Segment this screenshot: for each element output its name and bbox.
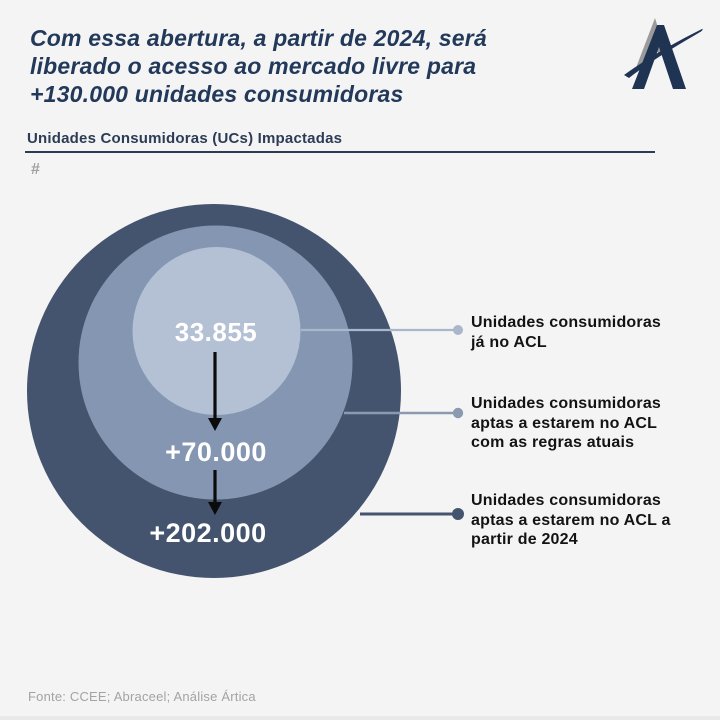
page-title-line: Com essa abertura, a partir de 2024, será <box>30 25 487 51</box>
annotation-line: Unidades consumidoras <box>471 314 662 331</box>
annotation-partir-2024 <box>471 491 716 550</box>
hash-symbol: # <box>31 161 40 178</box>
annotation-line: com as regras atuais <box>471 434 635 451</box>
annotation-line: Unidades consumidoras <box>471 395 662 412</box>
source-note: Fonte: CCEE; Abraceel; Análise Ártica <box>28 689 256 704</box>
section-heading: Unidades Consumidoras (UCs) Impactadas <box>27 130 343 147</box>
page-title-line: +130.000 unidades consumidoras <box>30 81 404 107</box>
annotation-line: já no ACL <box>471 333 547 351</box>
page-title-line: liberado o acesso ao mercado livre para <box>30 53 477 79</box>
ring-value-2024: +202.000 <box>149 518 267 548</box>
bottom-strip <box>0 716 720 720</box>
connector-dot-acl <box>453 325 463 335</box>
annotation-regras-atuais <box>471 394 716 453</box>
annotation-line: aptas a estarem no ACL a <box>471 511 671 529</box>
ring-value-regras-atuais: +70.000 <box>165 437 267 467</box>
annotation-line: aptas a estarem no ACL <box>471 414 658 432</box>
connector-dot-2024 <box>452 508 464 520</box>
connector-dot-regras-atuais <box>453 408 463 418</box>
ring-value-ja-no-acl: 33.855 <box>174 317 258 347</box>
annotation-line: partir de 2024 <box>471 531 578 548</box>
annotation-line: Unidades consumidoras <box>471 492 662 509</box>
annotation-ja-no-acl <box>471 313 716 352</box>
